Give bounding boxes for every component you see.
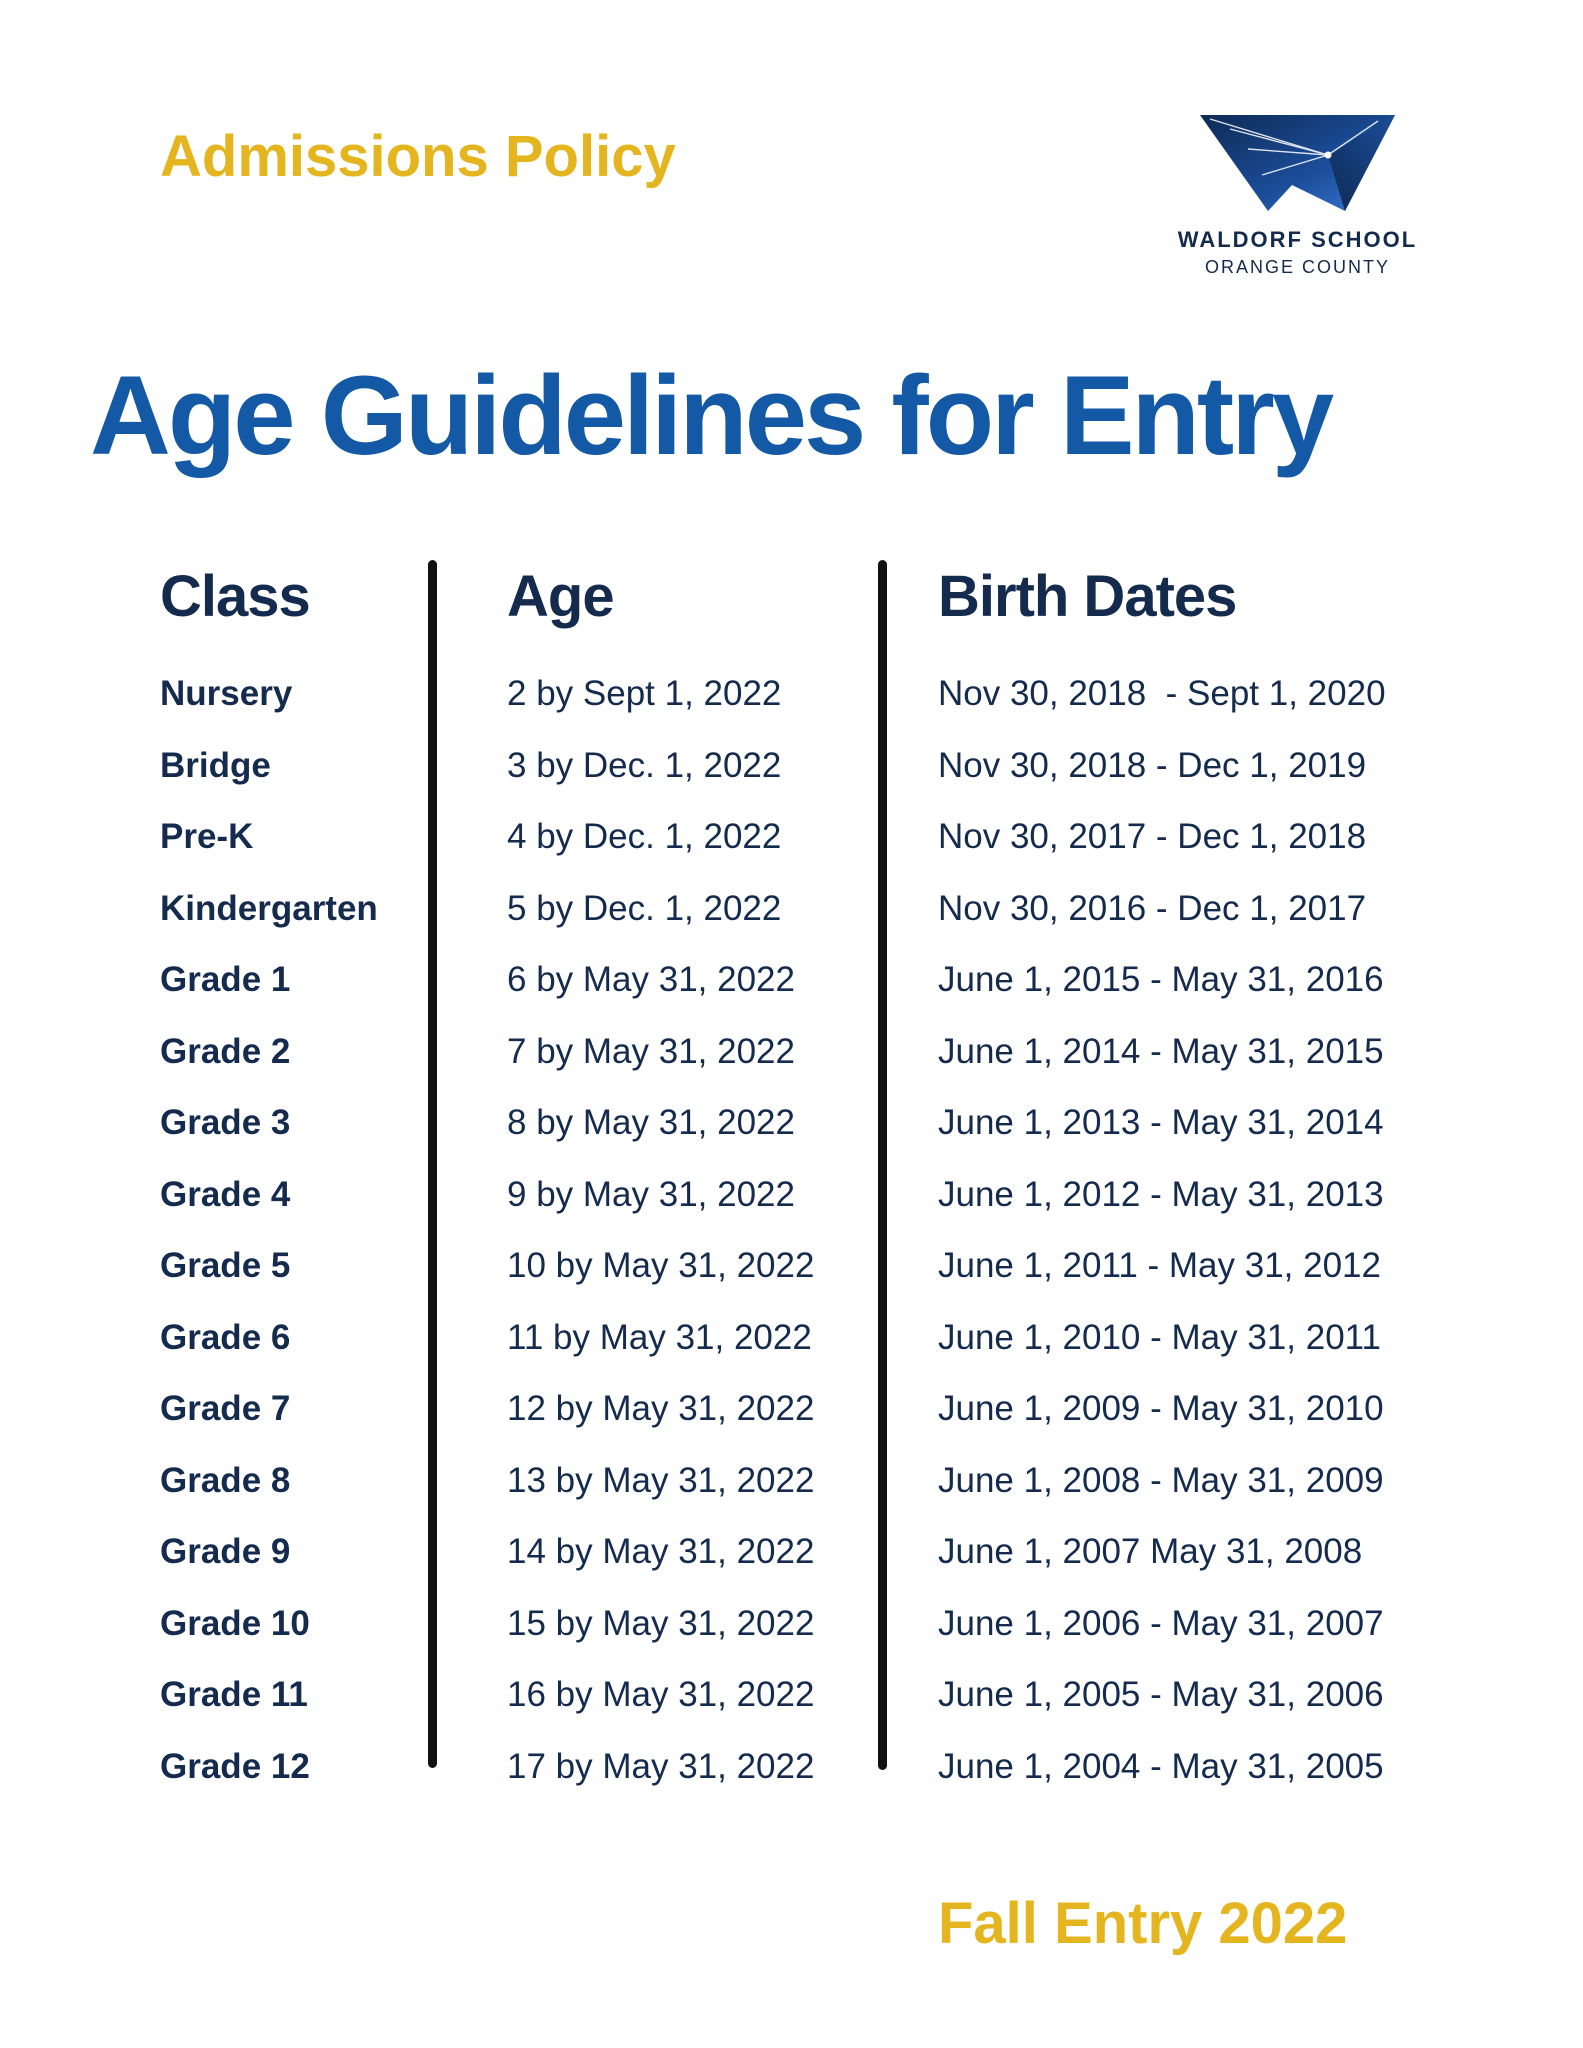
class-cell: Grade 12 [160, 1746, 310, 1786]
birth-dates-cell: Nov 30, 2017 - Dec 1, 2018 [938, 817, 1367, 856]
age-cell: 7 by May 31, 2022 [507, 1031, 795, 1071]
class-cell: Grade 1 [160, 960, 291, 999]
birth-dates-cell: June 1, 2012 - May 31, 2013 [938, 1174, 1384, 1214]
birth-dates-cell: June 1, 2007 May 31, 2008 [938, 1532, 1363, 1571]
class-cell: Grade 5 [160, 1246, 291, 1285]
birth-dates-cell: June 1, 2005 - May 31, 2006 [938, 1675, 1384, 1714]
birth-dates-cell: June 1, 2004 - May 31, 2005 [938, 1746, 1384, 1786]
age-cell: 2 by Sept 1, 2022 [507, 674, 782, 713]
class-cell: Grade 4 [160, 1174, 291, 1214]
age-cell: 13 by May 31, 2022 [507, 1460, 815, 1500]
age-cell: 10 by May 31, 2022 [507, 1246, 815, 1285]
age-cell: 9 by May 31, 2022 [507, 1174, 795, 1214]
column-header-age: Age [507, 564, 614, 629]
table-row [0, 1317, 1583, 1392]
age-cell: 11 by May 31, 2022 [507, 1317, 812, 1357]
age-cell: 17 by May 31, 2022 [507, 1746, 815, 1786]
table-row [0, 1603, 1583, 1678]
table-row [0, 1460, 1583, 1535]
logo-school-location: ORANGE COUNTY [1204, 257, 1390, 277]
table-row [0, 1677, 1583, 1749]
age-cell: 14 by May 31, 2022 [507, 1532, 815, 1571]
class-cell: Kindergarten [160, 888, 378, 928]
age-guidelines-table [0, 676, 1583, 1820]
class-cell: Grade 9 [160, 1532, 291, 1571]
birth-dates-cell: Nov 30, 2016 - Dec 1, 2017 [938, 888, 1367, 928]
birth-dates-cell: June 1, 2015 - May 31, 2016 [938, 960, 1384, 999]
logo-mark-icon [1200, 115, 1395, 213]
column-header-class: Class [160, 564, 310, 629]
table-row [0, 1105, 1583, 1177]
class-cell: Grade 7 [160, 1389, 291, 1428]
age-cell: 4 by Dec. 1, 2022 [507, 817, 782, 856]
class-cell: Grade 2 [160, 1031, 291, 1071]
class-cell: Bridge [160, 745, 271, 785]
class-cell: Grade 10 [160, 1603, 310, 1643]
birth-dates-cell: Nov 30, 2018 - Dec 1, 2019 [938, 745, 1367, 785]
age-cell: 5 by Dec. 1, 2022 [507, 888, 782, 928]
age-cell: 15 by May 31, 2022 [507, 1603, 815, 1643]
class-cell: Grade 6 [160, 1317, 291, 1357]
logo-school-name: WALDORF SCHOOL [1177, 227, 1418, 252]
school-logo [1160, 115, 1435, 285]
age-cell: 12 by May 31, 2022 [507, 1389, 815, 1428]
class-cell: Pre-K [160, 817, 254, 856]
column-header-birth-dates: Birth Dates [938, 564, 1237, 629]
table-row [0, 888, 1583, 963]
birth-dates-cell: June 1, 2009 - May 31, 2010 [938, 1389, 1384, 1428]
table-row [0, 1534, 1583, 1606]
birth-dates-cell: June 1, 2011 - May 31, 2012 [938, 1246, 1381, 1285]
table-row [0, 1746, 1583, 1821]
class-cell: Grade 11 [160, 1675, 308, 1714]
age-cell: 6 by May 31, 2022 [507, 960, 795, 999]
birth-dates-cell: June 1, 2013 - May 31, 2014 [938, 1103, 1384, 1142]
fall-entry-label: Fall Entry 2022 [938, 1891, 1348, 1956]
admissions-policy-label: Admissions Policy [160, 124, 676, 189]
class-cell: Grade 3 [160, 1103, 291, 1142]
table-row [0, 1391, 1583, 1463]
table-row [0, 676, 1583, 748]
class-cell: Nursery [160, 674, 293, 713]
table-row [0, 1031, 1583, 1106]
table-row [0, 1248, 1583, 1320]
age-cell: 16 by May 31, 2022 [507, 1675, 815, 1714]
birth-dates-cell: June 1, 2006 - May 31, 2007 [938, 1603, 1384, 1643]
table-row [0, 745, 1583, 820]
table-row [0, 819, 1583, 891]
age-cell: 3 by Dec. 1, 2022 [507, 745, 782, 785]
table-row [0, 962, 1583, 1034]
birth-dates-cell: Nov 30, 2018 - Sept 1, 2020 [938, 674, 1386, 713]
birth-dates-cell: June 1, 2010 - May 31, 2011 [938, 1317, 1381, 1357]
birth-dates-cell: June 1, 2008 - May 31, 2009 [938, 1460, 1384, 1500]
class-cell: Grade 8 [160, 1460, 291, 1500]
page-title: Age Guidelines for Entry [90, 353, 1332, 478]
age-cell: 8 by May 31, 2022 [507, 1103, 795, 1142]
table-row [0, 1174, 1583, 1249]
birth-dates-cell: June 1, 2014 - May 31, 2015 [938, 1031, 1384, 1071]
